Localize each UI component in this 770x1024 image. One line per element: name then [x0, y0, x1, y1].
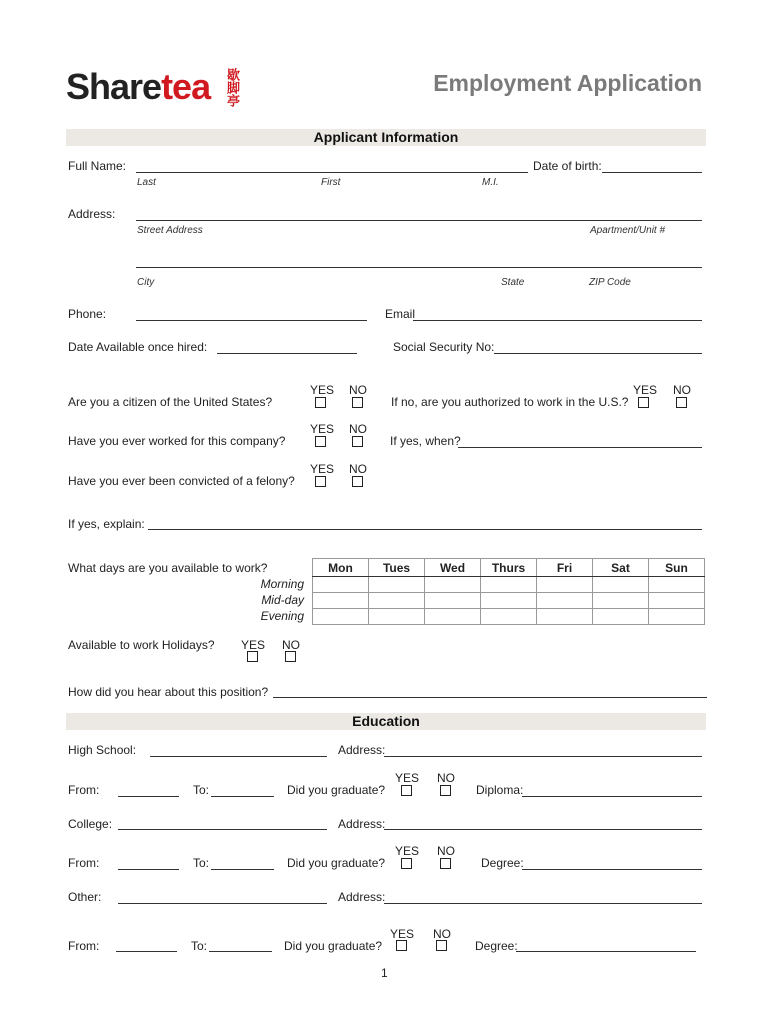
felony-yes-checkbox[interactable]	[315, 476, 326, 487]
high-school-yes-label: YES	[395, 771, 420, 785]
college-from-label: From:	[68, 856, 100, 870]
college-to-label: To:	[193, 856, 210, 870]
college-address-field[interactable]	[384, 829, 702, 830]
state-sublabel: State	[501, 277, 525, 288]
high-school-to-field[interactable]	[211, 796, 274, 797]
diploma-label: Diploma:	[476, 783, 524, 797]
college-from-field[interactable]	[118, 869, 179, 870]
availability-cell[interactable]	[537, 593, 593, 609]
citizen-yes-checkbox[interactable]	[315, 397, 326, 408]
section-education: Education	[66, 713, 706, 730]
college-yes-label: YES	[395, 844, 420, 858]
other-address-label: Address:	[338, 890, 386, 904]
availability-cell[interactable]	[649, 609, 705, 625]
email-field[interactable]	[413, 320, 702, 321]
high-school-graduate-question: Did you graduate?	[287, 783, 386, 797]
dob-field[interactable]	[602, 172, 702, 173]
date-available-label: Date Available once hired:	[68, 340, 208, 354]
other-degree-label: Degree:	[475, 939, 518, 953]
day-header-fri: Fri	[537, 559, 593, 577]
other-from-field[interactable]	[116, 951, 177, 952]
logo-tea-text: tea	[161, 66, 211, 107]
zip-sublabel: ZIP Code	[589, 277, 631, 288]
citizen-no-checkbox[interactable]	[352, 397, 363, 408]
availability-cell[interactable]	[369, 609, 425, 625]
high-school-address-field[interactable]	[384, 756, 702, 757]
street-address-sublabel: Street Address	[137, 225, 203, 236]
when-field[interactable]	[458, 447, 702, 448]
phone-field[interactable]	[136, 320, 367, 321]
availability-cell[interactable]	[313, 593, 369, 609]
availability-cell[interactable]	[425, 609, 481, 625]
availability-grid	[312, 558, 705, 625]
full-name-label: Full Name:	[68, 159, 127, 173]
other-field[interactable]	[118, 903, 327, 904]
date-available-field[interactable]	[217, 353, 357, 354]
explain-label: If yes, explain:	[68, 517, 145, 531]
diploma-field[interactable]	[522, 796, 702, 797]
first-name-sublabel: First	[321, 177, 341, 188]
college-address-label: Address:	[338, 817, 386, 831]
page-title: Employment Application	[433, 70, 702, 96]
availability-cell[interactable]	[537, 609, 593, 625]
felony-question: Have you ever been convicted of a felony?	[68, 474, 295, 488]
other-degree-field[interactable]	[516, 951, 696, 952]
city-state-zip-field[interactable]	[136, 267, 702, 268]
availability-cell[interactable]	[593, 593, 649, 609]
high-school-no-label: NO	[437, 771, 455, 785]
availability-row-evening	[313, 609, 705, 625]
high-school-field[interactable]	[150, 756, 327, 757]
shift-label-evening: Evening	[260, 609, 304, 623]
college-to-field[interactable]	[211, 869, 274, 870]
citizen-yes-label: YES	[310, 383, 335, 397]
company-logo	[66, 66, 210, 108]
availability-cell[interactable]	[537, 577, 593, 593]
day-header-sat: Sat	[593, 559, 649, 577]
college-degree-field[interactable]	[522, 869, 702, 870]
availability-cell[interactable]	[481, 593, 537, 609]
felony-no-checkbox[interactable]	[352, 476, 363, 487]
dob-label: Date of birth:	[533, 159, 602, 173]
section-applicant-information: Applicant Information	[66, 129, 706, 146]
explain-field[interactable]	[148, 529, 702, 530]
felony-no-label: NO	[349, 462, 367, 476]
day-header-tues: Tues	[369, 559, 425, 577]
availability-row-morning	[313, 577, 705, 593]
worked-no-checkbox[interactable]	[352, 436, 363, 447]
middle-initial-sublabel: M.I.	[482, 177, 499, 188]
shift-label-midday: Mid-day	[261, 593, 304, 607]
hear-about-field[interactable]	[273, 697, 707, 698]
holidays-yes-label: YES	[241, 638, 266, 652]
citizen-no-label: NO	[349, 383, 367, 397]
worked-yes-checkbox[interactable]	[315, 436, 326, 447]
holidays-question: Available to work Holidays?	[68, 638, 215, 652]
other-address-field[interactable]	[384, 903, 702, 904]
other-yes-label: YES	[390, 927, 415, 941]
college-degree-label: Degree:	[481, 856, 524, 870]
high-school-from-field[interactable]	[118, 796, 179, 797]
other-to-label: To:	[191, 939, 208, 953]
authorized-yes-checkbox[interactable]	[638, 397, 649, 408]
apartment-sublabel: Apartment/Unit #	[590, 225, 666, 236]
page-number: 1	[381, 966, 388, 980]
availability-cell[interactable]	[313, 609, 369, 625]
holidays-no-checkbox[interactable]	[285, 651, 296, 662]
authorized-question: If no, are you authorized to work in the U.S.?	[391, 395, 629, 409]
availability-cell[interactable]	[481, 609, 537, 625]
availability-cell[interactable]	[649, 593, 705, 609]
other-to-field[interactable]	[209, 951, 272, 952]
availability-cell[interactable]	[313, 577, 369, 593]
street-address-field[interactable]	[136, 220, 702, 221]
availability-cell[interactable]	[593, 609, 649, 625]
college-graduate-question: Did you graduate?	[287, 856, 386, 870]
logo-cjk-mark: 歇脚亭	[225, 68, 240, 107]
availability-cell[interactable]	[481, 577, 537, 593]
availability-cell[interactable]	[369, 593, 425, 609]
phone-label: Phone:	[68, 307, 107, 321]
college-no-label: NO	[437, 844, 455, 858]
holidays-yes-checkbox[interactable]	[247, 651, 258, 662]
other-no-checkbox[interactable]	[436, 940, 447, 951]
worked-question: Have you ever worked for this company?	[68, 434, 286, 448]
other-from-label: From:	[68, 939, 100, 953]
last-name-sublabel: Last	[137, 177, 156, 188]
worked-no-label: NO	[349, 422, 367, 436]
high-school-from-label: From:	[68, 783, 100, 797]
day-header-sun: Sun	[649, 559, 705, 577]
ssn-label: Social Security No:	[393, 340, 495, 354]
day-header-thurs: Thurs	[481, 559, 537, 577]
day-header-wed: Wed	[425, 559, 481, 577]
college-no-checkbox[interactable]	[440, 858, 451, 869]
high-school-address-label: Address:	[338, 743, 386, 757]
when-label: If yes, when?	[390, 434, 461, 448]
ssn-field[interactable]	[494, 353, 702, 354]
college-field[interactable]	[118, 829, 327, 830]
availability-cell[interactable]	[425, 593, 481, 609]
address-label: Address:	[68, 207, 116, 221]
authorized-yes-label: YES	[633, 383, 658, 397]
high-school-to-label: To:	[193, 783, 210, 797]
availability-cell[interactable]	[649, 577, 705, 593]
availability-cell[interactable]	[593, 577, 649, 593]
city-sublabel: City	[137, 277, 155, 288]
day-header-mon: Mon	[313, 559, 369, 577]
college-yes-checkbox[interactable]	[401, 858, 412, 869]
full-name-field[interactable]	[136, 172, 528, 173]
hear-about-question: How did you hear about this position?	[68, 685, 269, 699]
worked-yes-label: YES	[310, 422, 335, 436]
other-yes-checkbox[interactable]	[396, 940, 407, 951]
holidays-no-label: NO	[282, 638, 300, 652]
high-school-no-checkbox[interactable]	[440, 785, 451, 796]
authorized-no-checkbox[interactable]	[676, 397, 687, 408]
availability-header-row	[313, 559, 705, 577]
other-graduate-question: Did you graduate?	[284, 939, 383, 953]
logo-share-text: Share	[66, 66, 162, 107]
other-label: Other:	[68, 890, 102, 904]
citizen-question: Are you a citizen of the United States?	[68, 395, 273, 409]
availability-row-midday	[313, 593, 705, 609]
high-school-label: High School:	[68, 743, 137, 757]
days-question: What days are you available to work?	[68, 561, 268, 575]
authorized-no-label: NO	[673, 383, 691, 397]
felony-yes-label: YES	[310, 462, 335, 476]
availability-cell[interactable]	[369, 577, 425, 593]
college-label: College:	[68, 817, 113, 831]
other-no-label: NO	[433, 927, 451, 941]
availability-cell[interactable]	[425, 577, 481, 593]
shift-label-morning: Morning	[260, 577, 304, 591]
email-label: Email	[385, 307, 416, 321]
high-school-yes-checkbox[interactable]	[401, 785, 412, 796]
